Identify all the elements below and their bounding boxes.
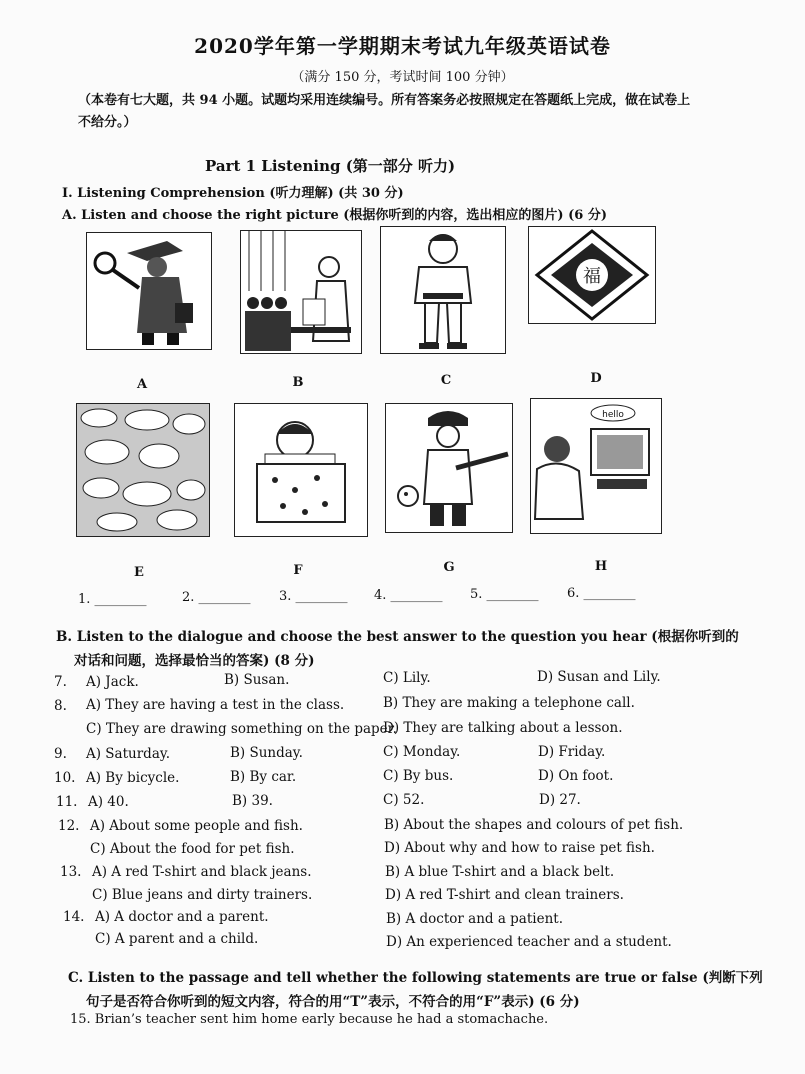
- question-14-option-d: D) An experienced teacher and a student.: [386, 934, 672, 950]
- picture-label-b: B: [292, 375, 304, 390]
- question-13-number: 13.: [60, 864, 82, 880]
- question-8-option-a: A) They are having a test in the class.: [86, 697, 345, 713]
- answer-blank-3[interactable]: 3. ________: [279, 589, 348, 604]
- picture-label-f: F: [293, 563, 303, 578]
- section-i-heading: I. Listening Comprehension (听力理解) (共 30 分): [62, 186, 404, 201]
- part1-title: Part 1 Listening (第一部分 听力): [205, 157, 456, 175]
- picture-e-speech-bubbles: [76, 403, 210, 537]
- picture-a-detective: [86, 232, 212, 350]
- question-14-option-b: B) A doctor and a patient.: [386, 911, 563, 927]
- picture-h-computer-user: [530, 398, 662, 534]
- question-11-option-d: D) 27.: [539, 792, 581, 808]
- question-12-option-a: A) About some people and fish.: [90, 818, 303, 834]
- answer-blank-4[interactable]: 4. ________: [374, 588, 443, 603]
- question-11-option-a: A) 40.: [88, 794, 129, 810]
- picture-label-d: D: [590, 371, 602, 386]
- exam-title: 2020学年第一学期期末考试九年级英语试卷: [194, 34, 611, 58]
- question-9-option-c: C) Monday.: [383, 744, 461, 760]
- picture-c-boy-standing: [380, 226, 506, 354]
- picture-b-speaker-crowd: [240, 230, 362, 354]
- question-7-option-d: D) Susan and Lily.: [537, 669, 661, 685]
- section-b-heading-cont: 对话和问题，选择最恰当的答案) (8 分): [74, 653, 315, 669]
- question-13-option-a: A) A red T-shirt and black jeans.: [92, 864, 312, 880]
- answer-blank-6[interactable]: 6. ________: [567, 586, 636, 601]
- exam-instructions: （本卷有七大题，共 94 小题。试题均采用连续编号。所有答案务必按照规定在答题纸上完成，做在试卷上不给分。）: [78, 93, 691, 130]
- question-10-option-a: A) By bicycle.: [86, 770, 180, 786]
- answer-blank-5[interactable]: 5. ________: [470, 587, 539, 602]
- picture-label-c: C: [440, 373, 452, 388]
- svg-text:hello: hello: [602, 410, 624, 420]
- question-12-option-b: B) About the shapes and colours of pet fish.: [384, 817, 684, 833]
- question-8-option-d: D) They are talking about a lesson.: [383, 720, 623, 736]
- picture-f-sick-child-in-bed: [234, 403, 368, 537]
- question-9-option-a: A) Saturday.: [86, 746, 170, 762]
- answer-blank-2[interactable]: 2. ________: [182, 590, 251, 605]
- question-11-option-b: B) 39.: [232, 793, 273, 809]
- picture-d-fu-papercut: [528, 226, 656, 324]
- question-13-option-d: D) A red T-shirt and clean trainers.: [385, 887, 624, 903]
- section-c-heading: C. Listen to the passage and tell whether the following statements are true or false (判断下列: [68, 970, 763, 986]
- question-12-number: 12.: [58, 818, 80, 834]
- picture-label-h: H: [594, 559, 608, 574]
- question-9-option-b: B) Sunday.: [230, 745, 303, 761]
- exam-subtitle: （满分 150 分，考试时间 100 分钟）: [291, 70, 514, 85]
- question-12-option-d: D) About why and how to raise pet fish.: [384, 840, 655, 856]
- picture-g-firefighter: [385, 403, 513, 533]
- question-11-number: 11.: [56, 794, 78, 810]
- question-7-option-b: B) Susan.: [224, 672, 290, 688]
- section-a-heading: A. Listen and choose the right picture (根据你听到的内容，选出相应的图片) (6 分): [62, 208, 607, 223]
- question-8-option-b: B) They are making a telephone call.: [383, 695, 635, 711]
- question-10-number: 10.: [54, 770, 76, 786]
- question-7-option-a: A) Jack.: [86, 674, 139, 690]
- question-11-option-c: C) 52.: [383, 792, 425, 808]
- picture-label-e: E: [134, 565, 144, 580]
- question-14-option-a: A) A doctor and a parent.: [95, 909, 269, 925]
- answer-blank-1[interactable]: 1. ________: [78, 592, 147, 607]
- svg-text:福: 福: [583, 266, 601, 287]
- question-13-option-b: B) A blue T-shirt and a black belt.: [385, 864, 615, 880]
- question-8-number: 8.: [54, 698, 67, 714]
- question-13-option-c: C) Blue jeans and dirty trainers.: [92, 887, 313, 903]
- picture-label-g: G: [443, 560, 455, 575]
- question-7-option-c: C) Lily.: [383, 670, 431, 686]
- question-14-number: 14.: [63, 909, 85, 925]
- question-7-number: 7.: [54, 674, 67, 690]
- picture-label-a: A: [136, 377, 148, 392]
- question-14-option-c: C) A parent and a child.: [95, 931, 259, 947]
- question-10-option-b: B) By car.: [230, 769, 297, 785]
- question-9-number: 9.: [54, 746, 67, 762]
- section-b-heading: B. Listen to the dialogue and choose the best answer to the question you hear (根据你听到的: [56, 629, 739, 645]
- question-10-option-d: D) On foot.: [538, 768, 614, 784]
- question-15: 15. Brian’s teacher sent him home early because he had a stomachache.: [70, 1012, 549, 1027]
- question-12-option-c: C) About the food for pet fish.: [90, 841, 295, 857]
- question-8-option-c: C) They are drawing something on the paper.: [86, 721, 397, 737]
- question-9-option-d: D) Friday.: [538, 744, 606, 760]
- section-c-heading-cont: 句子是否符合你听到的短文内容，符合的用“T”表示，不符合的用“F”表示) (6 分): [86, 994, 580, 1010]
- question-10-option-c: C) By bus.: [383, 768, 454, 784]
